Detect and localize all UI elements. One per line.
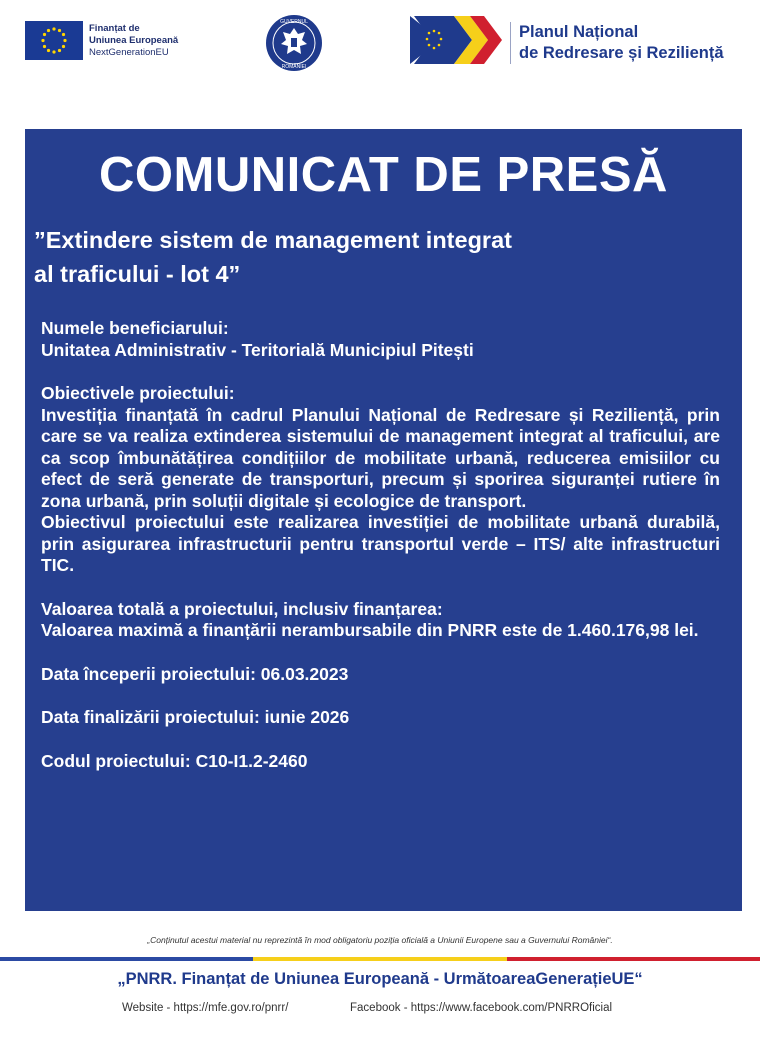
pnrr-logo-line1: Planul Național (519, 22, 639, 41)
svg-text:ROMÂNIEI: ROMÂNIEI (281, 64, 307, 70)
objectives-paragraph-2: Obiectivul proiectului este realizarea investiției de mobilitate urbană durabilă, prin asigurarea infrastructurii pentru transportul verde – ITS/ alte infrastructuri TIC. (41, 512, 720, 575)
press-release-body (41, 318, 720, 772)
pnrr-arrow-flag-icon (410, 14, 502, 71)
romanian-government-seal-icon (265, 14, 323, 72)
end-date: Data finalizării proiectului: iunie 2026 (41, 707, 350, 727)
tricolor-stripe (0, 957, 760, 961)
slogan: „PNRR. Finanțat de Uniunea Europeană - UrmătoareaGenerațieUE“ (117, 970, 643, 988)
eu-flag-icon (25, 21, 83, 60)
value-label: Valoarea totală a proiectului, inclusiv finanțarea: (41, 598, 443, 619)
stripe-red (507, 957, 760, 961)
eu-logo-line2: Uniunea Europeană (89, 34, 179, 46)
svg-text:GUVERNUL: GUVERNUL (280, 19, 308, 25)
press-release-panel (25, 129, 742, 911)
pnrr-logo-line2: de Redresare și Reziliență (519, 43, 724, 62)
stripe-yellow (253, 957, 506, 961)
pnrr-logo (410, 14, 724, 71)
project-title-line2: al traficului - lot 4” (34, 261, 241, 287)
value-text: Valoarea maximă a finanțării nerambursabile din PNRR este de 1.460.176,98 lei. (41, 620, 699, 640)
eu-logo (25, 21, 178, 60)
start-date: Data începerii proiectului: 06.03.2023 (41, 663, 349, 684)
beneficiary-label: Numele beneficiarului: (41, 318, 229, 338)
page-title: COMUNICAT DE PRESĂ (99, 148, 668, 202)
disclaimer: „Conținutul acestui material nu reprezintă în mod obligatoriu poziția oficială a Uniunii Europene sau a Guvernului României“. (147, 935, 613, 945)
objectives-paragraph-1: Investiția finanțată în cadrul Planului Național de Redresare și Reziliență, prin care se va realiza extinderea sistemului de management integrat al traficului, are ca scop îmbunătățirea condițiilor de mobilitate urbană, reducerea emisiilor cu efect de seră generate de transporturi, precum și sporirea siguranței rutiere în zona urbană, prin soluții digitale și ecologice de transport. (41, 404, 720, 511)
eu-logo-line1: Finanțat de (89, 22, 140, 34)
logo-bar (0, 0, 760, 110)
project-title-line1: ”Extindere sistem de management integrat (34, 227, 512, 253)
eu-logo-line3: NextGenerationEU (89, 46, 169, 58)
project-title (34, 223, 654, 291)
facebook-link[interactable]: Facebook - https://www.facebook.com/PNRROficial (350, 1002, 613, 1014)
objectives-label: Obiectivele proiectului: (41, 383, 235, 403)
project-code: Codul proiectului: C10-I1.2-2460 (41, 750, 308, 771)
beneficiary-value: Unitatea Administrativ - Teritorială Municipiul Pitești (41, 339, 474, 360)
stripe-blue (0, 957, 253, 961)
website-link[interactable]: Website - https://mfe.gov.ro/pnrr/ (122, 1002, 289, 1014)
